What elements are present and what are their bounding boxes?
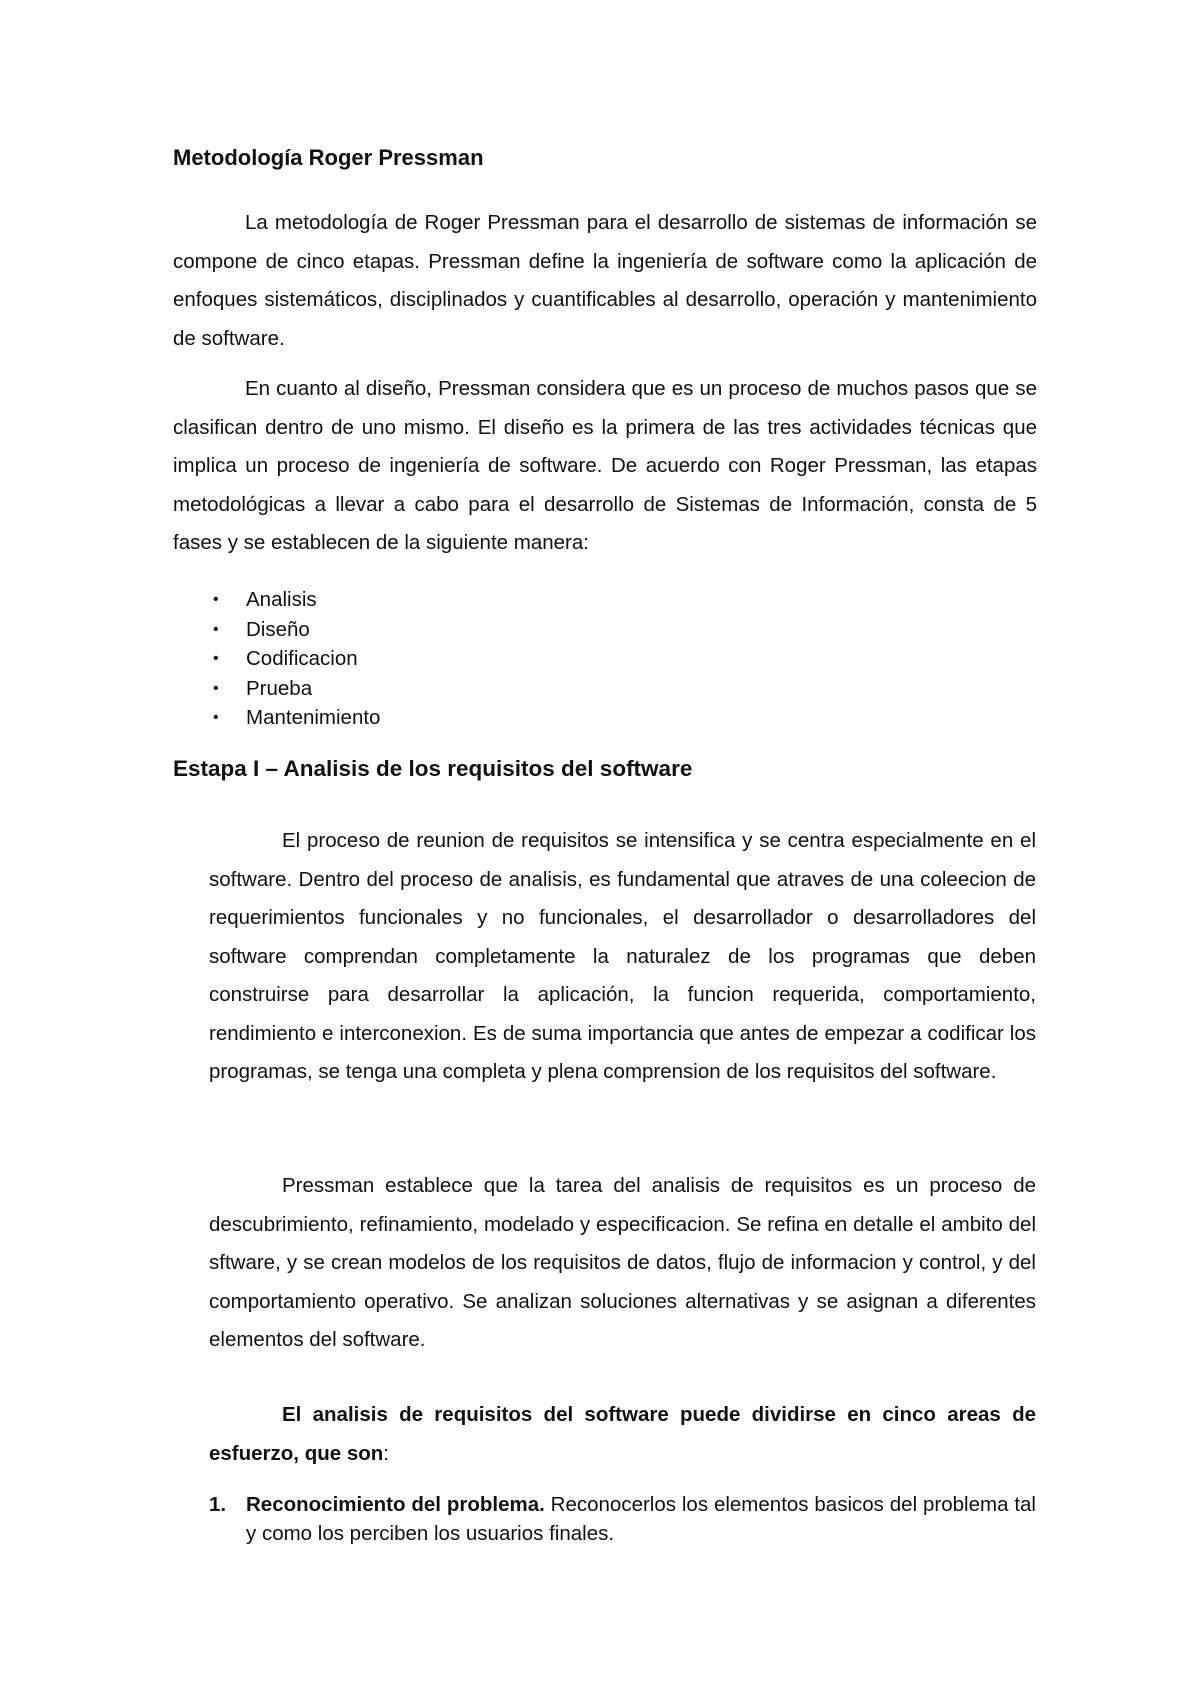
phase-item-codificacion [173,644,380,674]
phase-item-mantenimiento [173,703,380,733]
design-paragraph: En cuanto al diseño, Pressman considera que es un proceso de muchos pasos que se clasifican dentro de uno mismo. El diseño es la primera de las tres actividades técnicas que implica un proceso de ingeniería de software. De acuerdo con Roger Pressman, las etapas metodológicas a llevar a cabo para el desarrollo de Sistemas de Información, consta de 5 fases y se establecen de la siguiente manera: [173,377,1037,554]
intro-paragraph: La metodología de Roger Pressman para el desarrollo de sistemas de información se compone de cinco etapas. Pressman define la ingeniería de software como la aplicación de enfoques sistemáticos, disciplinados y cuantificables al desarrollo, operación y mantenimiento de software. [173,211,1037,350]
stage1-heading: Estapa I – Analisis de los requisitos del software [173,756,693,781]
list-item-lead: Reconocimiento del problema. [246,1493,545,1516]
phase-item-analisis [173,585,380,615]
bullet-icon: • [213,709,219,726]
phase-item-prueba [173,674,380,704]
phase-label: Codificacion [246,647,358,670]
phase-label: Diseño [246,617,310,641]
phase-label: Prueba [246,676,313,700]
effort-areas-text: El analisis de requisitos del software puede dividirse en cinco areas de esfuerzo, que son [209,1403,1036,1465]
list-item-text: Reconocerlos los elementos basicos del problema tal y como los perciben los usuarios finales. [246,1493,1036,1545]
phases-list [173,585,380,733]
document-title: Metodología Roger Pressman [173,145,484,170]
effort-areas-paragraph [209,1396,1036,1473]
numbered-list-item [209,1490,1036,1548]
list-number: 1. [209,1493,227,1516]
phase-item-diseno [173,615,380,645]
requirements-analysis-paragraph: Pressman establece que la tarea del analisis de requisitos es un proceso de descubrimiento, refinamiento, modelado y especificacion. Se refina en detalle el ambito del sftware, y se crean modelos de los requisitos de datos, flujo de informacion y control, y del comportamiento operativo. Se analizan soluciones alternativas y se asignan a diferentes elementos del software. [209,1174,1036,1351]
bullet-icon: • [213,620,219,638]
bullet-icon: • [213,591,219,608]
requirements-gathering-paragraph: El proceso de reunion de requisitos se intensifica y se centra especialmente en el software. Dentro del proceso de analisis, es fundamental que atraves de una coleecion de requerimientos funcionales y no funcionales, el desarrollador o desarrolladores del software comprendan completamente la naturalez de los programas que deben construirse para desarrollar la aplicación, la funcion requerida, comportamiento, rendimiento e interconexion. Es de suma importancia que antes de empezar a codificar los programas, se tenga una completa y plena comprension de los requisitos del software. [209,829,1036,1083]
phase-label: Mantenimiento [246,706,381,729]
phase-label: Analisis [246,588,317,611]
bullet-icon: • [213,679,219,697]
bullet-icon: • [213,650,219,667]
effort-areas-colon: : [383,1441,389,1465]
